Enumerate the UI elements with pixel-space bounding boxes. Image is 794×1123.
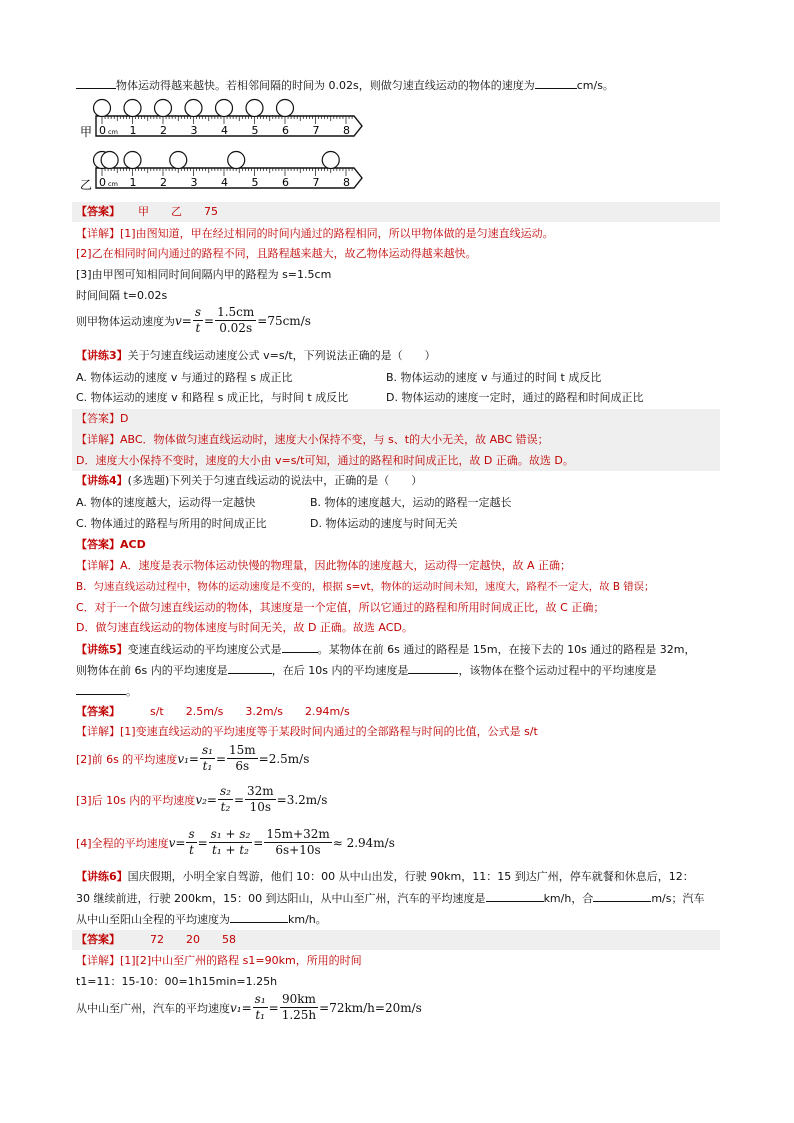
yi-label: 乙 [80, 178, 93, 192]
answer-blank [76, 76, 116, 89]
tick-label: 3 [190, 124, 198, 137]
tick-label: 8 [343, 124, 350, 137]
answer-line: 【答案】 72 20 58 [76, 933, 236, 946]
detail-line: 【详解】ABC．物体做匀速直线运动时，速度大小保持不变，与 s、t的大小无关，故 ABC 错误； [76, 433, 549, 446]
detail-line: C．对于一个做匀速直线运动的物体，其速度是一个定值，所以它通过的路程和所用时间成正比，故 C 正确； [76, 601, 605, 614]
ruler-figure [74, 96, 374, 196]
detail-line: 【详解】[1]变速直线运动的平均速度等于某段时间内通过的全部路程与时间的比值，公式是 s/t [76, 725, 538, 738]
tick-label: 2 [160, 176, 167, 189]
answer-label: 【答案】 [76, 205, 120, 218]
ball-yi [124, 152, 141, 169]
ball-yi [170, 152, 187, 169]
answer-line: 【答案】D [76, 412, 129, 425]
question-line: 【讲练6】国庆假期，小明全家自驾游，他们 10：00 从中山出发，行驶 90km，11：15 到达广州，停车就餐和休息后，12： [76, 870, 694, 883]
question-line: 【讲练5】变速直线运动的平均速度公式是 。某物体在前 6s 通过的路程是 15m，在接下去的 10s 通过的路程是 32m， [76, 640, 696, 659]
ball-yi [101, 152, 118, 169]
ball-jia [216, 100, 233, 117]
answer-line: 【答案】ACD [76, 538, 146, 551]
tick-label: 2 [160, 124, 167, 137]
avg-speed-formula-2: [3]后 10s 内的平均速度 v₂ = $\frac{\text{s₂}}{\text{t₂}}$ = $\frac{32m}{10s}$ =3.2m/s [76, 784, 328, 814]
option-b: B. 物体的速度越大，运动的路程一定越长 [310, 496, 512, 509]
question-line: 【讲练4】(多选题)下列关于匀速直线运动的说法中，正确的是（ ） [76, 474, 423, 487]
answer-line: 【答案】 s/t 2.5m/s 3.2m/s 2.94m/s [76, 705, 350, 718]
jia-label: 甲 [80, 125, 93, 139]
question-line: 则物体在前 6s 内的平均速度是 ，在后 10s 内的平均速度是 ，该物体在整个运动过程中的平均速度是 [76, 661, 656, 680]
question-line: 从中山至阳山全程的平均速度为 km/h。 [76, 910, 327, 929]
avg-speed-formula-1: [2]前 6s 的平均速度 v₁ = $\frac{\text{s₁}}{\text{t₁}}$ = $\frac{15m}{6s}$ =2.5m/s [76, 743, 310, 773]
detail-line: 【详解】[1]由图知道，甲在经过相同的时间内通过的路程相同，所以甲物体做的是匀速直线运动。 [76, 227, 554, 240]
option-a: A. 物体运动的速度 v 与通过的路程 s 成正比 [76, 371, 293, 384]
avg-speed-formula-3: [4]全程的平均速度 v = $\frac{s}{t}$ = $\frac{\text{s₁ + s₂}}{\text{t₁ + t₂}}$ = $\frac{15m+32m}{6s+10s}$ ≈ 2.94m/s [76, 827, 395, 857]
option-c: C. 物体运动的速度 v 和路程 s 成正比，与时间 t 成反比 [76, 391, 349, 404]
ruler-jia [94, 100, 363, 138]
tick-label: 6 [282, 124, 289, 137]
tick-label: 8 [343, 176, 350, 189]
detail-line: [3]由甲图可知相同时间间隔内甲的路程为 s=1.5cm [76, 268, 332, 281]
question-text: 物体运动得越来越快。若相邻间隔的时间为 0.02s，则做匀速直线运动的物体的速度为 [116, 79, 535, 92]
ball-jia [246, 100, 263, 117]
ruler-yi [94, 152, 363, 190]
question-line: 30 继续前进，行驶 200km，15：00 到达阳山，从中山至广州，汽车的平均速度是 km/h，合 m/s；汽车 [76, 889, 704, 908]
option-c: C. 物体通过的路程与所用的时间成正比 [76, 517, 267, 530]
tick-label: 7 [312, 124, 320, 137]
tick-label: 4 [221, 124, 228, 137]
question-line: 【讲练3】关于匀速直线运动速度公式 v=s/t，下列说法正确的是（ ） [76, 349, 436, 362]
ball-jia [94, 100, 111, 117]
detail-line: [2]乙在相同时间内通过的路程不同，且路程越来越大，故乙物体运动得越来越快。 [76, 247, 477, 260]
answer-blank [535, 76, 577, 89]
option-a: A. 物体的速度越大，运动得一定越快 [76, 496, 256, 509]
detail-line: D．速度大小保持不变时，速度的大小由 v=s/t可知，通过的路程和时间成正比，故 D 正确。故选 D。 [76, 454, 574, 467]
question-line [76, 76, 614, 95]
unit-text: cm/s。 [576, 79, 614, 92]
unit-label: cm [108, 180, 118, 188]
ball-jia [124, 100, 141, 117]
ball-yi [228, 152, 245, 169]
velocity-formula: 则甲物体运动速度为 v = $\frac{s}{t}$ = $\frac{1.5cm}{0.02s}$ =75cm/s [76, 305, 311, 335]
detail-line: D．做匀速直线运动的物体速度与时间无关，故 D 正确。故选 ACD。 [76, 621, 413, 634]
unit-label: cm [108, 128, 118, 136]
detail-line: B．匀速直线运动过程中，物体的运动速度是不变的，根据 s=vt，物体的运动时间未知，速度大，路程不一定大，故 B 错误； [76, 581, 655, 593]
ball-jia [155, 100, 172, 117]
ball-jia [185, 100, 202, 117]
tick-label: 0 [99, 176, 106, 189]
tick-label: 0 [99, 124, 106, 137]
tick-label: 6 [282, 176, 289, 189]
answer-line [76, 203, 218, 221]
detail-line: 【详解】[1][2]中山至广州的路程 s1=90km，所用的时间 [76, 954, 362, 967]
option-d: D. 物体运动的速度一定时，通过的路程和时间成正比 [386, 391, 644, 404]
tick-label: 3 [190, 176, 198, 189]
question-line: 。 [76, 682, 137, 701]
detail-line: 时间间隔 t=0.02s [76, 289, 168, 302]
tick-label: 1 [129, 176, 137, 189]
ball-jia [277, 100, 294, 117]
option-b: B. 物体运动的速度 v 与通过的时间 t 成反比 [386, 371, 602, 384]
tick-label: 1 [129, 124, 137, 137]
tick-label: 4 [221, 176, 228, 189]
detail-line: t1=11：15-10：00=1h15min=1.25h [76, 975, 278, 988]
answer-value: 甲 乙 75 [138, 205, 218, 218]
trip-speed-formula: 从中山至广州，汽车的平均速度 v₁ = $\frac{\text{s₁}}{\text{t₁}}$ = $\frac{90km}{1.25h}$ =72km/h=20m/s [76, 992, 422, 1022]
option-d: D. 物体运动的速度与时间无关 [310, 517, 458, 530]
detail-line: 【详解】A．速度是表示物体运动快慢的物理量，因此物体的速度越大，运动得一定越快，故 A 正确； [76, 559, 572, 572]
ball-yi [322, 152, 339, 169]
tick-label: 7 [312, 176, 320, 189]
tick-label: 5 [251, 124, 259, 137]
tick-label: 5 [251, 176, 259, 189]
